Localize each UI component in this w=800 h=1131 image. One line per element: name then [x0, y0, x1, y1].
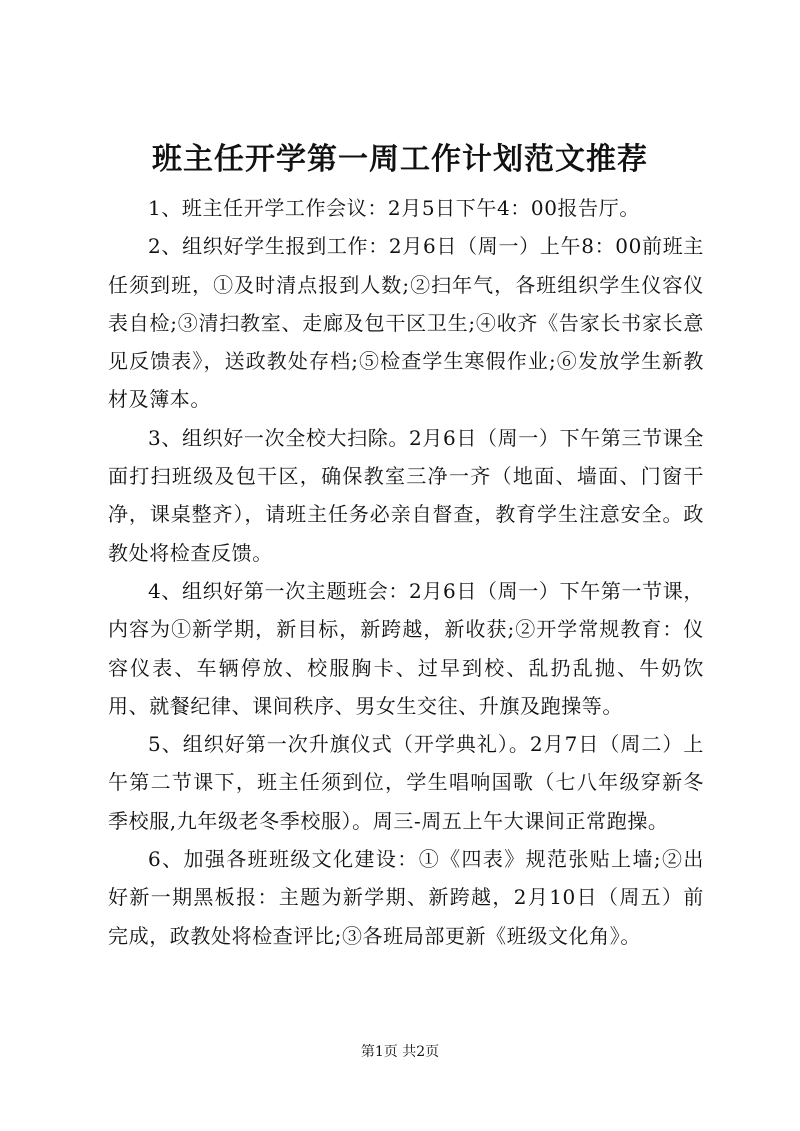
- paragraph-2: 2、组织好学生报到工作：2月6日（周一）上午8：00前班主任须到班，①及时清点报到人数;②扫年气，各班组织学生仪容仪表自检;③清扫教室、走廊及包干区卫生;④收齐《告家长书家长意见反馈表》，送政教处存档;⑤检查学生寒假作业;⑥发放学生新教材及簿本。: [108, 234, 704, 412]
- paragraph-4: 4、组织好第一次主题班会：2月6日（周一）下午第一节课，内容为①新学期，新目标，新跨越，新收获;②开学常规教育：仪容仪表、车辆停放、校服胸卡、过早到校、乱扔乱抛、牛奶饮用、就餐纪律、课间秩序、男女生交往、升旗及跑操等。: [108, 578, 704, 718]
- paragraph-3: 3、组织好一次全校大扫除。2月6日（周一）下午第三节课全面打扫班级及包干区，确保教室三净一齐（地面、墙面、门窗干净，课桌整齐），请班主任务必亲自督查，教育学生注意安全。政教处将检查反馈。: [108, 425, 704, 565]
- document-body: [108, 189, 704, 955]
- page-footer: 第1页 共2页: [360, 1044, 440, 1060]
- document-title: 班主任开学第一周工作计划范文推荐: [152, 142, 648, 177]
- paragraph-6: 6、加强各班班级文化建设：①《四表》规范张贴上墙;②出好新一期黑板报：主题为新学期、新跨越，2月10日（周五）前完成，政教处将检查评比;③各班局部更新《班级文化角》。: [108, 847, 704, 948]
- paragraph-1: 1、班主任开学工作会议：2月5日下午4：00报告厅。: [148, 196, 640, 220]
- paragraph-5: 5、组织好第一次升旗仪式（开学典礼）。2月7日（周二）上午第二节课下，班主任须到位，学生唱响国歌（七八年级穿新冬季校服,九年级老冬季校服）。周三-周五上午大课间正常跑操。: [108, 732, 704, 833]
